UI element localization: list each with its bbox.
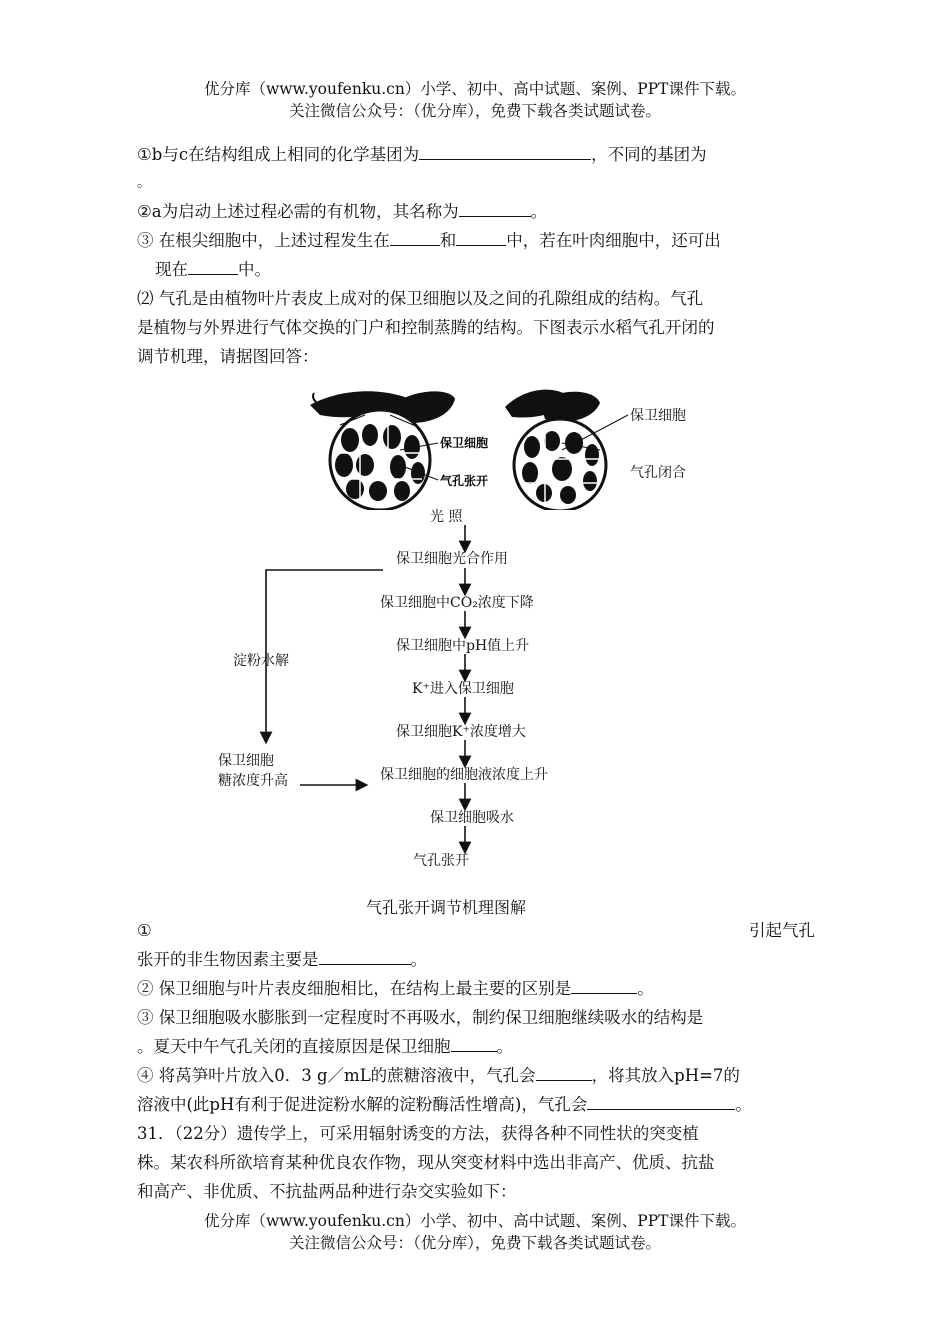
answer-blank: [319, 947, 411, 965]
answer-1-text: 引起气孔: [749, 921, 815, 940]
q31-line-1: 31．（22分）遗传学上，可采用辐射诱变的方法，获得各种不同性状的突变植: [137, 1124, 699, 1143]
footer-line-1: 优分库（www.youfenku.cn）小学、初中、高中试题、案例、PPT课件下载。: [203, 1212, 747, 1230]
answer-2-line: [137, 976, 815, 1002]
q1-c-text2: 中，若在叶肉细胞中，还可出: [506, 231, 721, 250]
answer-3-line2: [137, 1034, 815, 1060]
q1-a-end: 。: [137, 175, 151, 191]
answer-1-text2: 张开的非生物因素主要是: [137, 950, 319, 969]
answer-1-end: 。: [410, 950, 427, 969]
flow-step-k-enter: K⁺进入保卫细胞: [412, 681, 514, 697]
flow-step-light: 光 照: [430, 509, 463, 525]
answer-1-number: ①: [137, 921, 152, 940]
answer-3-text2: 。夏天中午气孔关闭的直接原因是保卫细胞: [137, 1037, 451, 1056]
answer-1-line2: [137, 947, 815, 973]
label-stoma-closed: 气孔闭合: [630, 465, 686, 481]
figure-caption: 气孔张开调节机理图解: [366, 898, 527, 917]
answer-blank: [587, 1092, 735, 1110]
answer-3-end: 。: [496, 1037, 513, 1056]
label-stoma-open: 气孔张开: [440, 474, 489, 488]
answer-4-end: 。: [735, 1095, 752, 1114]
answer-blank: [536, 1063, 592, 1081]
page-footer: [0, 1210, 950, 1254]
q1-a-text2: ，不同的基团为: [591, 145, 707, 164]
flow-step-stoma-open: 气孔张开: [413, 853, 469, 869]
q2-intro-2: 是植物与外界进行气体交换的门户和控制蒸腾的结构。下图表示水稻气孔开闭的: [137, 318, 715, 337]
answer-2-end: 。: [637, 979, 654, 998]
answer-4-line2: [137, 1092, 815, 1118]
flow-step-co2: 保卫细胞中CO₂浓度下降: [380, 595, 534, 611]
q1-c-and: 和: [439, 231, 457, 250]
answer-1-line: [137, 918, 815, 944]
answer-blank: [451, 1034, 497, 1052]
flow-step-ph: 保卫细胞中pH值上升: [396, 638, 530, 654]
flow-step-photosynthesis: 保卫细胞光合作用: [396, 551, 508, 567]
answer-3-line: ③ 保卫细胞吸水膨胀到一定程度时不再吸水，制约保卫细胞继续吸水的结构是: [137, 1008, 704, 1027]
q1-d-text: 现在: [155, 260, 188, 279]
q1-a-text: ①b与c在结构组成上相同的化学基团为: [137, 145, 420, 164]
answer-2-text: ② 保卫细胞与叶片表皮细胞相比，在结构上最主要的区别是: [137, 979, 572, 998]
answer-4-text: ④ 将莴笋叶片放入0．3 g／mL的蔗糖溶液中，气孔会: [137, 1066, 536, 1085]
q1-b-end: 。: [530, 202, 548, 221]
q31-line-3: 和高产、非优质、不抗盐两品种进行杂交实验如下：: [137, 1182, 517, 1201]
flow-step-absorb-water: 保卫细胞吸水: [430, 810, 514, 826]
q2-intro-1: ⑵ 气孔是由植物叶片表皮上成对的保卫细胞以及之间的孔隙组成的结构。气孔: [137, 289, 704, 308]
flow-step-cell-sap: 保卫细胞的细胞液浓度上升: [380, 767, 548, 783]
q2-intro-3: 调节机理，请据图回答：: [137, 347, 319, 366]
footer-line-2: 关注微信公众号：（优分库），免费下载各类试题试卷。: [288, 1234, 661, 1252]
q1-b-text: ②a为启动上述过程必需的有机物，其名称为: [137, 202, 459, 221]
flow-side-guard: 保卫细胞: [218, 753, 274, 769]
answer-4-line: [137, 1063, 815, 1089]
q1-c-text: ③ 在根尖细胞中，上述过程发生在: [137, 231, 390, 250]
label-guard-cell-right: 保卫细胞: [630, 408, 686, 424]
answer-blank: [571, 976, 637, 994]
header-line-1: 优分库（www.youfenku.cn）小学、初中、高中试题、案例、PPT课件下载。: [203, 80, 747, 98]
q31-line-2: 株。某农科所欲培育某种优良农作物，现从突变材料中选出非高产、优质、抗盐: [137, 1153, 715, 1172]
flow-side-sugar: 糖浓度升高: [218, 773, 288, 789]
answer-4-text3: 溶液中(此pH有利于促进淀粉水解的淀粉酶活性增高)，气孔会: [137, 1095, 588, 1114]
q1-d-end: 中。: [238, 260, 271, 279]
flow-side-starch: 淀粉水解: [233, 653, 289, 669]
label-guard-cell-left: 保卫细胞: [440, 436, 489, 450]
flow-step-k-increase: 保卫细胞K⁺浓度增大: [396, 724, 526, 740]
header-line-2: 关注微信公众号：（优分库），免费下载各类试题试卷。: [288, 102, 661, 120]
answer-4-text2: ，将其放入pH=7的: [591, 1066, 740, 1085]
